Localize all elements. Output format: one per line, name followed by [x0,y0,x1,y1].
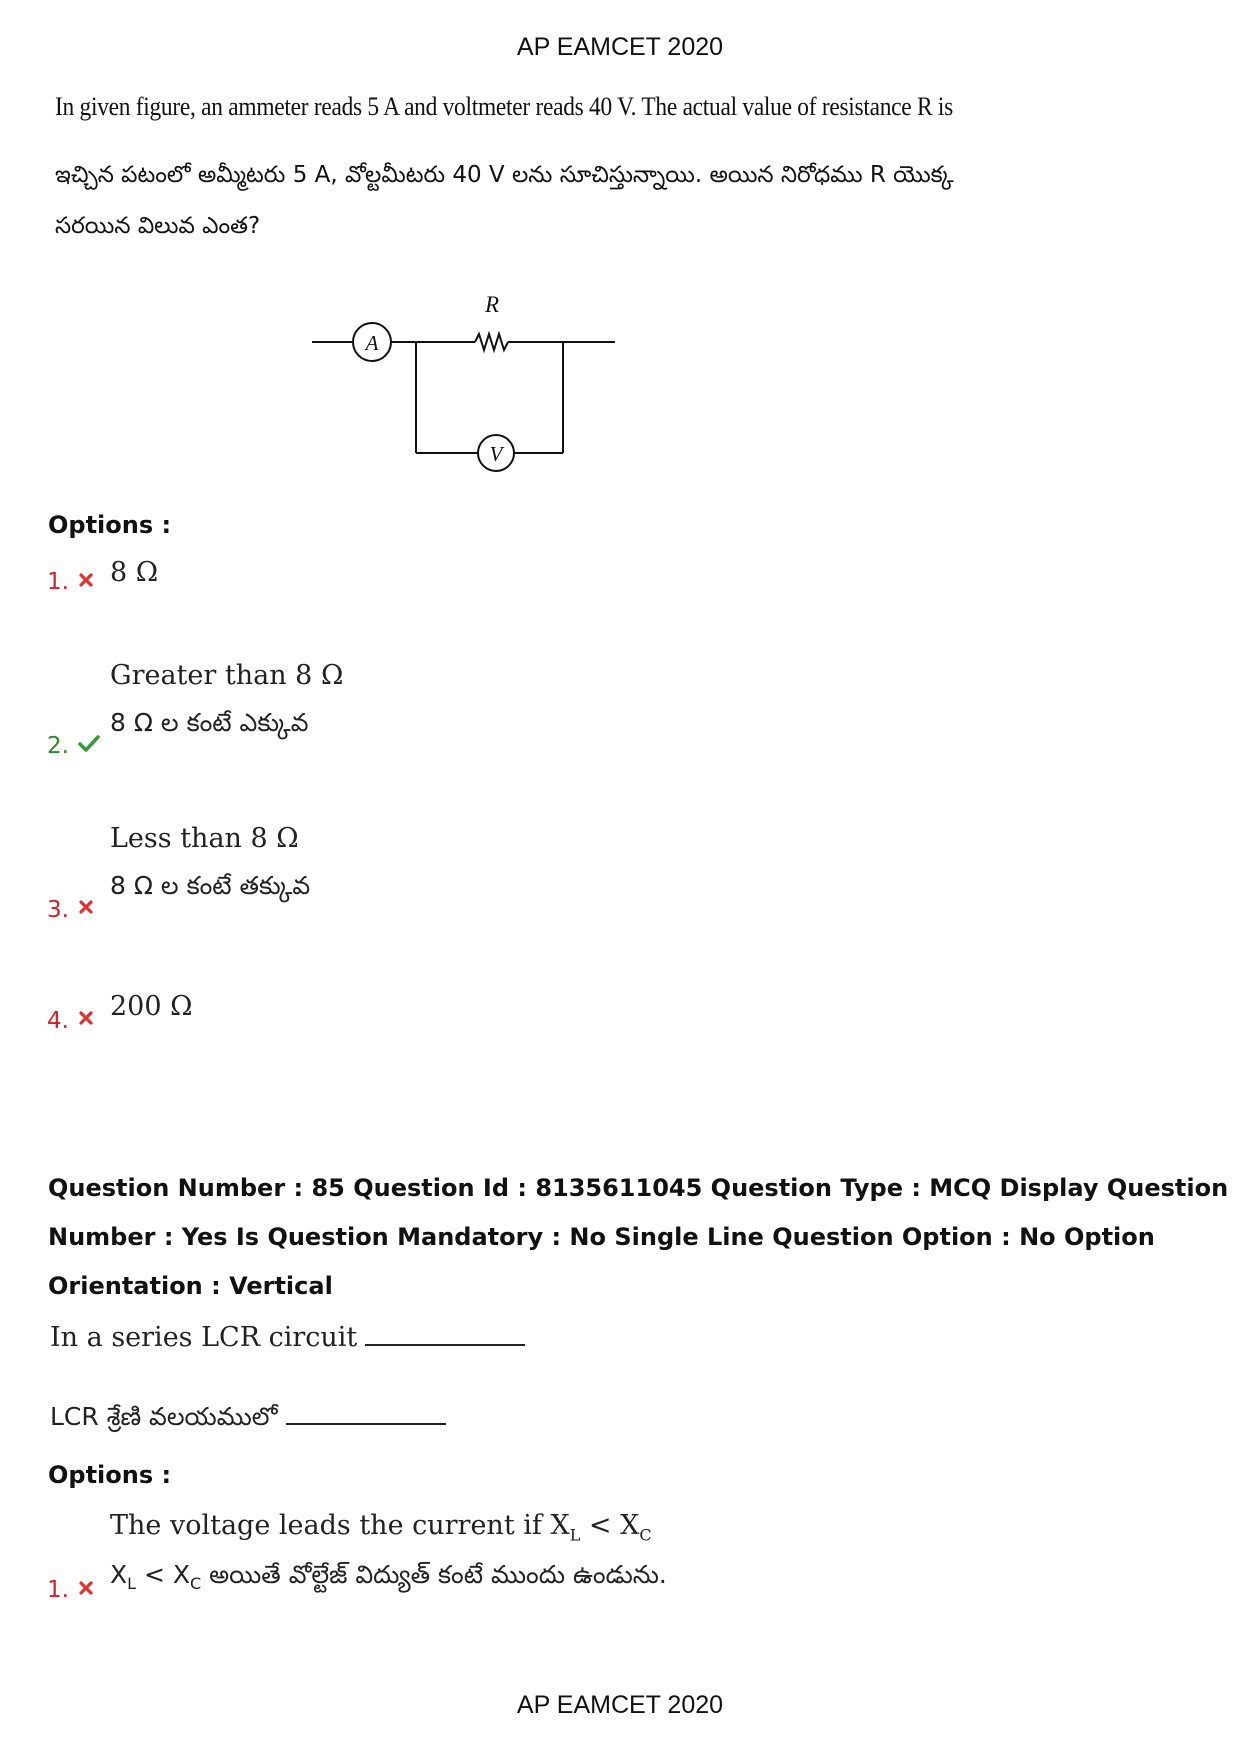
question-text-english [50,1320,525,1353]
options-label: Options : [48,1461,172,1489]
question-text-english: In given figure, an ammeter reads 5 A and voltmeter reads 40 V. The actual value of resistance R is [55,92,953,121]
wrong-cross-icon [79,1011,93,1025]
question-text-english-content: In a series LCR circuit [50,1322,358,1353]
voltmeter-label: V [489,442,503,466]
option-number: 2. [47,733,69,759]
option-text-part: అయితే వోల్టేజ్ విద్యుత్ కంటే ముందు ఉండును. [201,1560,667,1589]
subscript-l: L [569,1525,581,1545]
option-3-text-english[interactable]: Less than 8 Ω [110,823,299,854]
subscript-l: L [127,1574,137,1593]
question-text-telugu [50,1399,446,1438]
question-text-telugu-line1: ఇచ్చిన పటంలో అమ్మీటరు 5 A, వోల్టమీటరు 40 V లను సూచిస్తున్నాయి. అయిన నిరోధము R యొక్క [55,162,954,188]
circuit-diagram [300,290,620,490]
options-label: Options : [48,511,172,539]
option-text-part: X [110,1560,128,1589]
ammeter-label: A [365,331,379,355]
page-footer: AP EAMCET 2020 [516,1691,724,1719]
wrong-cross-icon [79,1581,93,1595]
correct-check-icon [78,735,100,753]
question-text-telugu-line2: సరయిన విలువ ఎంత? [55,213,261,239]
subscript-c: C [639,1525,652,1545]
option-text-part: < X [136,1560,191,1589]
option-4-text[interactable]: 200 Ω [110,991,193,1022]
option-3-text-telugu[interactable]: 8 Ω ల కంటే తక్కువ [110,871,311,900]
option-number: 1. [47,1577,69,1603]
option-number: 3. [47,897,69,923]
option-number: 1. [47,569,69,595]
wrong-cross-icon [79,573,93,587]
question-text-telugu-content: LCR శ్రేణి వలయములో [50,1402,278,1431]
answer-blank [365,1320,525,1346]
option-1-text[interactable]: 8 Ω [110,557,159,588]
resistor-label: R [484,292,500,317]
option-2-text-english[interactable]: Greater than 8 Ω [110,660,344,691]
wrong-cross-icon [79,900,93,914]
resistor-symbol [475,334,508,350]
question-meta-line2: Number : Yes Is Question Mandatory : No Single Line Question Option : No Option [48,1223,1155,1251]
option-number: 4. [47,1008,69,1034]
option-text-part: < X [580,1510,640,1541]
option-text-part: The voltage leads the current if X [110,1510,570,1541]
option-1-text-telugu[interactable] [110,1560,667,1596]
question-meta-line3: Orientation : Vertical [48,1272,333,1300]
option-1-text-english[interactable] [110,1510,652,1544]
page-header: AP EAMCET 2020 [516,33,724,61]
option-2-text-telugu[interactable]: 8 Ω ల కంటే ఎక్కువ [110,708,309,737]
answer-blank [286,1399,446,1425]
subscript-c: C [190,1574,202,1593]
question-meta-line1: Question Number : 85 Question Id : 8135611045 Question Type : MCQ Display Question [48,1174,1229,1202]
